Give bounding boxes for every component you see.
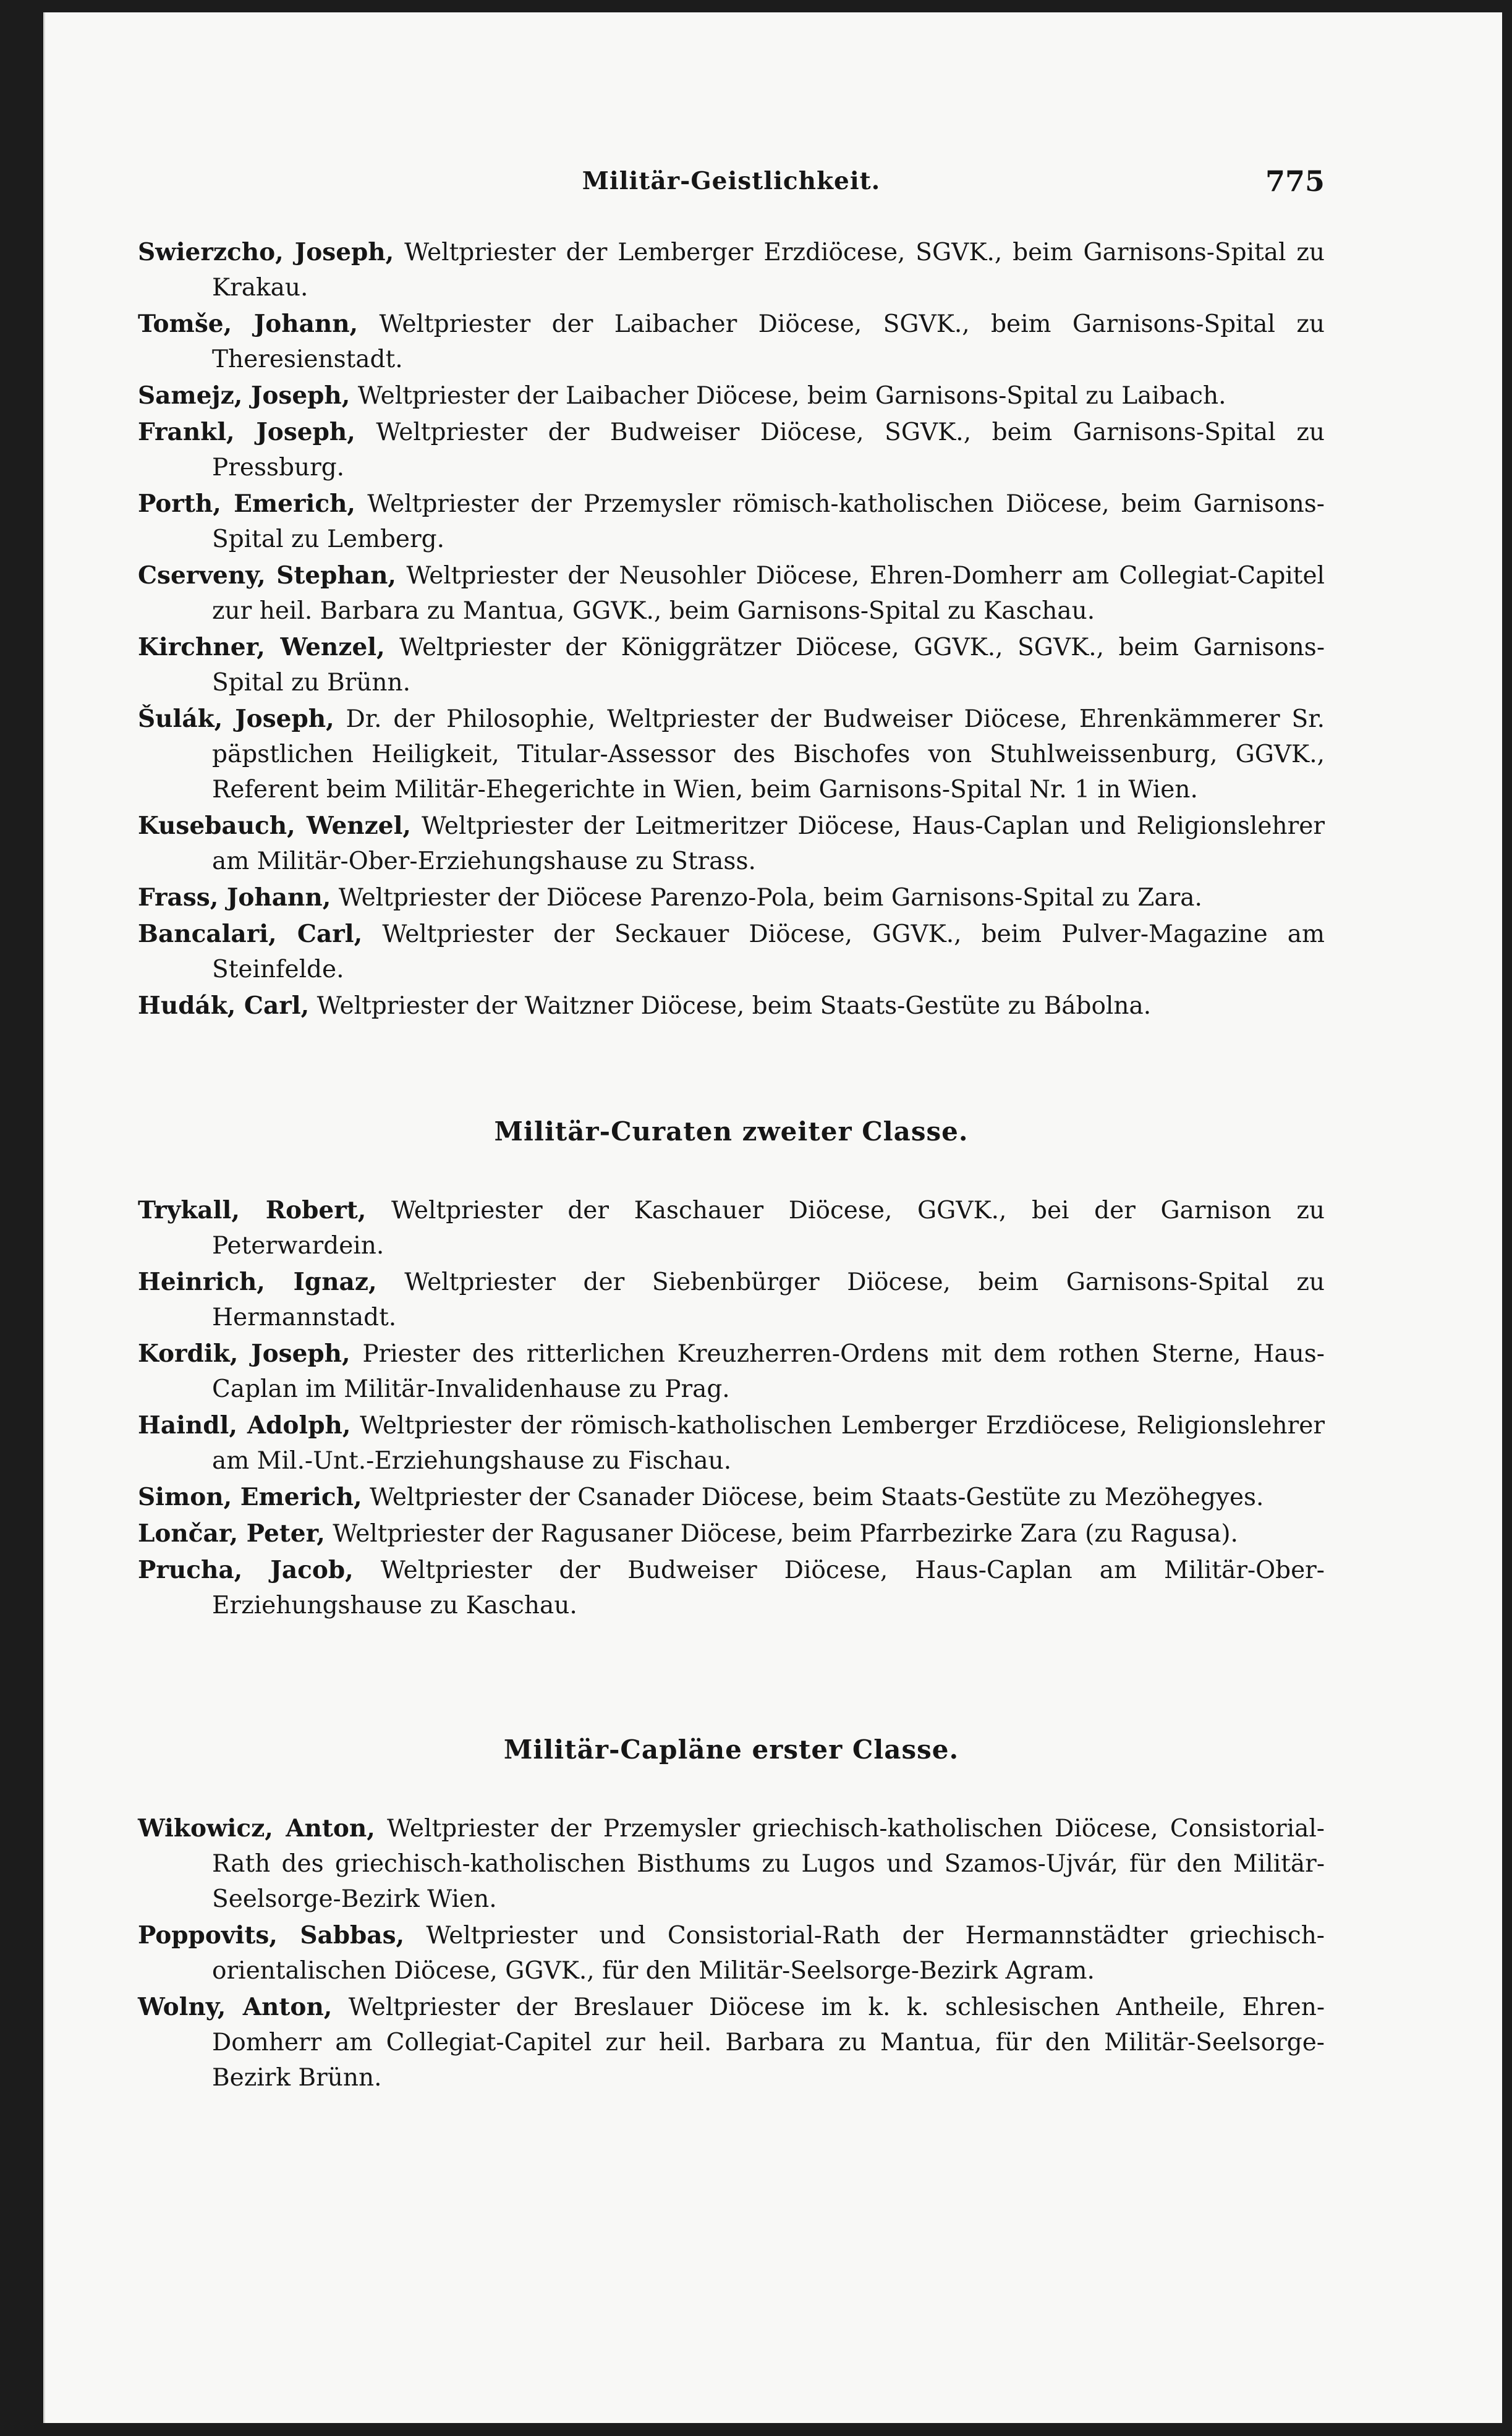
entry-text: Weltpriester der Laibacher Diöcese, SGVK., beim Garnisons-Spital zu Theresienstadt.: [212, 310, 1325, 373]
entry-text: Weltpriester der Lemberger Erzdiöcese, SGVK., beim Garnisons-Spital zu Krakau.: [212, 239, 1325, 302]
list-item: [138, 486, 1325, 557]
entry-text: Weltpriester der Ragusaner Diöcese, beim Pfarrbezirke Zara (zu Ragusa).: [333, 1520, 1238, 1548]
entry-text: Weltpriester der Breslauer Diöcese im k. k. schlesischen Antheile, Ehren-Domherr am Collegiat-Capitel zur heil. Barbara zu Mantua, für den Militär-Seelsorge-Bezirk Brünn.: [212, 1993, 1325, 2092]
entry-text: Priester des ritterlichen Kreuzherren-Ordens mit dem rothen Sterne, Haus-Caplan im Militär-Invalidenhause zu Prag.: [212, 1340, 1325, 1403]
entry-name: Porth, Emerich,: [138, 490, 355, 518]
entry-text: Weltpriester und Consistorial-Rath der Hermannstädter griechisch-orientalischen Diöcese, GGVK., für den Militär-Seelsorge-Bezirk Agram.: [212, 1922, 1325, 1985]
page-number: 775: [1265, 164, 1325, 198]
list-item: [138, 1918, 1325, 1988]
entry-name: Trykall, Robert,: [138, 1196, 367, 1224]
entry-name: Wikowicz, Anton,: [138, 1814, 375, 1843]
entry-name: Šulák, Joseph,: [138, 705, 334, 733]
list-item: [138, 880, 1325, 915]
section-heading-caplaene: Militär-Capläne erster Classe.: [503, 1734, 959, 1765]
list-item: [138, 558, 1325, 629]
entry-name: Tomše, Johann,: [138, 310, 359, 338]
list-item: [138, 808, 1325, 879]
entry-name: Frankl, Joseph,: [138, 418, 355, 446]
entry-text: Weltpriester der Kaschauer Diöcese, GGVK., bei der Garnison zu Peterwardein.: [212, 1197, 1325, 1260]
book-page: [43, 12, 1502, 2423]
list-item: [138, 1408, 1325, 1479]
entries-caplaene: [138, 1811, 1325, 2095]
entry-name: Samejz, Joseph,: [138, 381, 350, 410]
running-head: [138, 164, 1325, 204]
list-item: [138, 235, 1325, 305]
entry-text: Weltpriester der Przemysler griechisch-katholischen Diöcese, Consistorial-Rath des griechisch-katholischen Bisthums zu Lugos und Szamos-Ujvár, für den Militär-Seelsorge-Bezirk Wien.: [212, 1815, 1325, 1913]
entry-name: Simon, Emerich,: [138, 1483, 362, 1511]
entry-name: Lončar, Peter,: [138, 1519, 325, 1548]
entry-name: Frass, Johann,: [138, 883, 331, 912]
entry-name: Hudák, Carl,: [138, 991, 310, 1020]
entry-text: Weltpriester der Przemysler römisch-katholischen Diöcese, beim Garnisons-Spital zu Lemberg.: [212, 490, 1325, 553]
entry-text: Weltpriester der Waitzner Diöcese, beim Staats-Gestüte zu Bábolna.: [316, 992, 1152, 1020]
list-item: [138, 1193, 1325, 1263]
entry-text: Weltpriester der Laibacher Diöcese, beim Garnisons-Spital zu Laibach.: [357, 382, 1226, 410]
list-item: [138, 1990, 1325, 2095]
entry-text: Dr. der Philosophie, Weltpriester der Budweiser Diöcese, Ehrenkämmerer Sr. päpstlichen Heiligkeit, Titular-Assessor des Bischofes von Stuhlweissenburg, GGVK., Referent beim Militär-Ehegerichte in Wien, beim Garnisons-Spital Nr. 1 in Wien.: [212, 705, 1325, 804]
entry-name: Prucha, Jacob,: [138, 1556, 354, 1584]
list-item: [138, 1553, 1325, 1623]
entry-name: Cserveny, Stephan,: [138, 561, 396, 590]
list-item: [138, 378, 1325, 414]
list-item: [138, 1265, 1325, 1335]
list-item: [138, 988, 1325, 1024]
entry-text: Weltpriester der Siebenbürger Diöcese, beim Garnisons-Spital zu Hermannstadt.: [212, 1268, 1325, 1331]
page-content: [138, 164, 1325, 2097]
entries-top: [138, 235, 1325, 1024]
entry-name: Kirchner, Wenzel,: [138, 633, 385, 661]
entry-name: Swierzcho, Joseph,: [138, 238, 394, 266]
entry-text: Weltpriester der Leitmeritzer Diöcese, Haus-Caplan und Religionslehrer am Militär-Ober-Erziehungshause zu Strass.: [212, 812, 1325, 875]
entry-name: Haindl, Adolph,: [138, 1411, 351, 1440]
section-heading-curaten: Militär-Curaten zweiter Classe.: [494, 1116, 969, 1147]
list-item: [138, 917, 1325, 987]
running-title: Militär-Geistlichkeit.: [582, 167, 881, 195]
entry-text: Weltpriester der Diöcese Parenzo-Pola, beim Garnisons-Spital zu Zara.: [338, 884, 1202, 912]
entry-name: Bancalari, Carl,: [138, 920, 363, 948]
entry-text: Weltpriester der Königgrätzer Diöcese, GGVK., SGVK., beim Garnisons-Spital zu Brünn.: [212, 634, 1325, 697]
entry-name: Heinrich, Ignaz,: [138, 1268, 377, 1296]
list-item: [138, 415, 1325, 485]
list-item: [138, 1811, 1325, 1917]
list-item: [138, 1336, 1325, 1407]
entry-text: Weltpriester der Seckauer Diöcese, GGVK., beim Pulver-Magazine am Steinfelde.: [212, 920, 1325, 983]
list-item: [138, 1516, 1325, 1551]
list-item: [138, 307, 1325, 377]
entry-name: Wolny, Anton,: [138, 1993, 333, 2021]
entry-text: Weltpriester der Csanader Diöcese, beim Staats-Gestüte zu Mezöhegyes.: [370, 1483, 1264, 1511]
entry-name: Poppovits, Sabbas,: [138, 1921, 405, 1950]
entry-text: Weltpriester der Budweiser Diöcese, Haus-Caplan am Militär-Ober-Erziehungshause zu Kaschau.: [212, 1556, 1325, 1619]
entry-text: Weltpriester der römisch-katholischen Lemberger Erzdiöcese, Religionslehrer am Mil.-Unt.-Erziehungshause zu Fischau.: [212, 1412, 1325, 1475]
entries-curaten: [138, 1193, 1325, 1623]
list-item: [138, 702, 1325, 807]
entry-name: Kusebauch, Wenzel,: [138, 812, 411, 840]
list-item: [138, 1480, 1325, 1515]
entry-text: Weltpriester der Budweiser Diöcese, SGVK., beim Garnisons-Spital zu Pressburg.: [212, 418, 1325, 482]
entry-name: Kordik, Joseph,: [138, 1339, 350, 1368]
entry-text: Weltpriester der Neusohler Diöcese, Ehren-Domherr am Collegiat-Capitel zur heil. Barbara zu Mantua, GGVK., beim Garnisons-Spital zu Kaschau.: [212, 562, 1325, 625]
list-item: [138, 630, 1325, 700]
